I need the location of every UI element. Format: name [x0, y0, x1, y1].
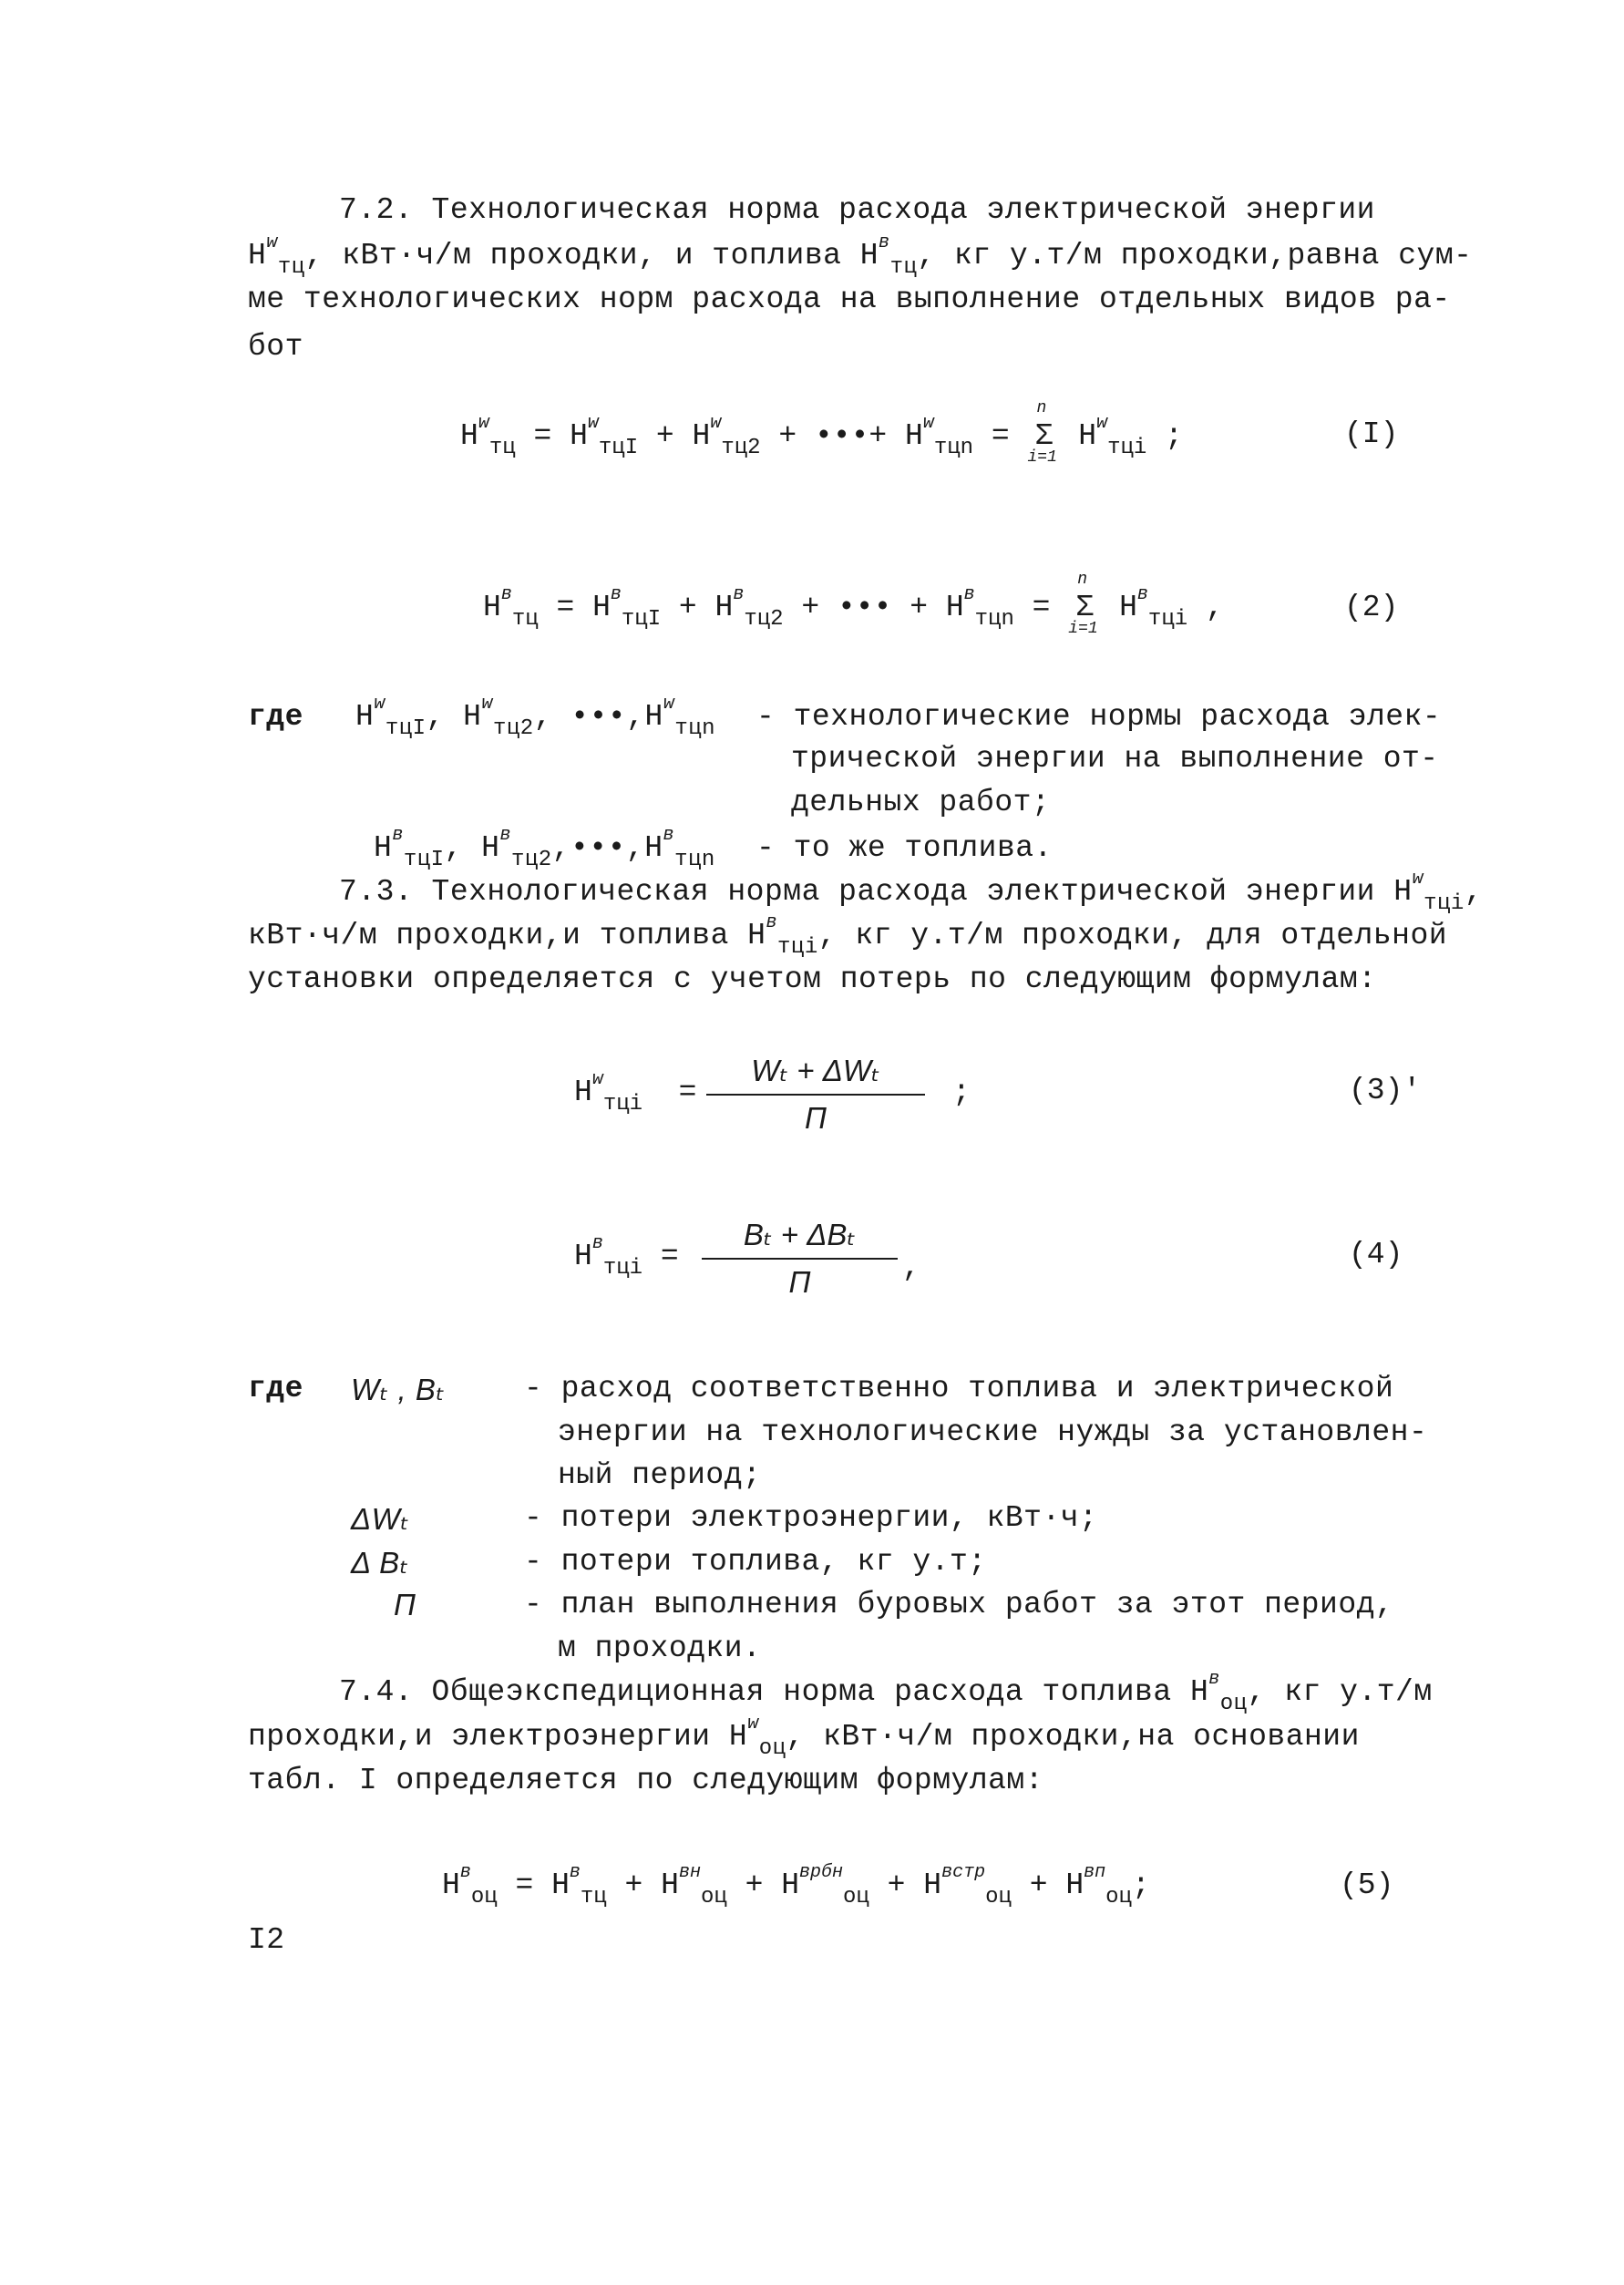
- where-2-def4a: - план выполнения буровых работ за этот период,: [524, 1588, 1394, 1621]
- where-2-def3: - потери топлива, кг у.т;: [524, 1545, 987, 1579]
- para-7-4-line1: 7.4. Общеэкспедиционная норма расхода топлива $Н^в_{оц}$, кг у.т/м: [339, 1669, 1433, 1716]
- equation-1-number: (I): [1344, 417, 1399, 451]
- where-1-def1: - технологические нормы расхода элек-: [756, 700, 1442, 734]
- para-7-2-line3: ме технологических норм расхода на выполнение отдельных видов ра-: [248, 283, 1451, 316]
- where-1-sym2: $Н^в_{тцI}$, $Н^в_{тц2},•••,Н^в_{тцn}$: [374, 825, 715, 872]
- para-7-4-line3: табл. I определяется по следующим формулам:: [248, 1764, 1044, 1797]
- equation-3-denominator: П: [805, 1101, 827, 1135]
- where-2-word: где: [248, 1372, 303, 1405]
- where-1-word: где: [248, 700, 303, 734]
- where-1-def1-cont1: трической энергии на выполнение от-: [791, 742, 1439, 776]
- page-number: I2: [248, 1923, 285, 1957]
- where-2-sym4: П: [394, 1588, 416, 1621]
- sum-symbol-2: n Σ i=1: [1068, 571, 1098, 638]
- where-2-sym1: Wₜ , Вₜ: [351, 1373, 446, 1406]
- where-2-def1b: энергии на технологические нужды за установлен-: [558, 1415, 1428, 1449]
- where-1-def2: - то же топлива.: [756, 831, 1053, 865]
- equation-4-lhs: $Н^в_{тцi}$ =: [574, 1233, 679, 1281]
- equation-1: $Н^w_{тц} = Н^w_{тцI} + Н^w_{тц2}$ + •••+ $Н^w_{тцn}$ = n Σ i=1 $Н^w_{тцi}$ ;: [460, 399, 1183, 467]
- sum-symbol: n Σ i=1: [1027, 399, 1057, 467]
- where-1-def1-cont2: дельных работ;: [791, 786, 1051, 819]
- where-2-sym3: Δ Вₜ: [351, 1546, 409, 1580]
- equation-3-tail: ;: [952, 1076, 971, 1109]
- equation-3-numerator: Wₜ + ΔWₜ: [706, 1053, 925, 1096]
- equation-4-fraction: [702, 1217, 898, 1300]
- where-2-sym2: ΔWₜ: [351, 1502, 410, 1536]
- para-7-3-line2: кВт·ч/м проходки,и топлива $Н^в_{тцi}$, кг у.т/м проходки, для отдельной: [248, 912, 1448, 960]
- para-7-2-line4: бот: [248, 330, 303, 364]
- equation-2: $Н^в_{тц} = Н^в_{тцI} + Н^в_{тц2}$ + ••• + $Н^в_{тцn}$ = n Σ i=1 $Н^в_{тцi}$ ,: [483, 571, 1224, 638]
- para-7-2-line1: 7.2. Технологическая норма расхода электрической энергии: [339, 193, 1375, 227]
- where-2-def4b: м проходки.: [558, 1631, 762, 1665]
- equation-4-number: (4): [1349, 1238, 1403, 1271]
- para-7-3-line1: 7.3. Технологическая норма расхода электрической энергии $Н^w_{тцi}$,: [339, 869, 1484, 916]
- para-7-3-line3: установки определяется с учетом потерь по следующим формулам:: [248, 962, 1377, 996]
- para-7-4-line2: проходки,и электроэнергии $Н^w_{оц}$, кВт·ч/м проходки,на основании: [248, 1714, 1360, 1761]
- where-2-def2: - потери электроэнергии, кВт·ч;: [524, 1501, 1098, 1535]
- where-2-def1c: ный период;: [558, 1458, 762, 1492]
- equation-4-numerator: Вₜ + ΔВₜ: [702, 1217, 898, 1260]
- equation-5-number: (5): [1340, 1868, 1394, 1902]
- equation-2-number: (2): [1344, 591, 1399, 624]
- equation-4-denominator: П: [788, 1265, 811, 1299]
- equation-3-number: (3)': [1349, 1074, 1422, 1107]
- equation-4-tail: ,: [902, 1251, 920, 1284]
- where-1-sym1: $Н^w_{тцI}$, $Н^w_{тц2}$, $•••,Н^w_{тцn}$: [355, 694, 716, 741]
- equation-3-lhs: $Н^w_{тцi}$ =: [574, 1069, 697, 1117]
- equation-5: $Н^в_{оц} = Н^в_{тц} + Н^{вн}_{оц} + Н^{врбн}_{оц} + Н^{встр}_{оц} + Н^{вп}_{оц}$;: [442, 1862, 1150, 1909]
- equation-3-fraction: [706, 1053, 925, 1136]
- para-7-2-line2: $Н^w_{тц}$, кВт·ч/м проходки, и топлива $Н^в_{тц}$, кг у.т/м проходки,равна сум-: [248, 232, 1473, 280]
- where-2-def1a: - расход соответственно топлива и электрической: [524, 1372, 1394, 1405]
